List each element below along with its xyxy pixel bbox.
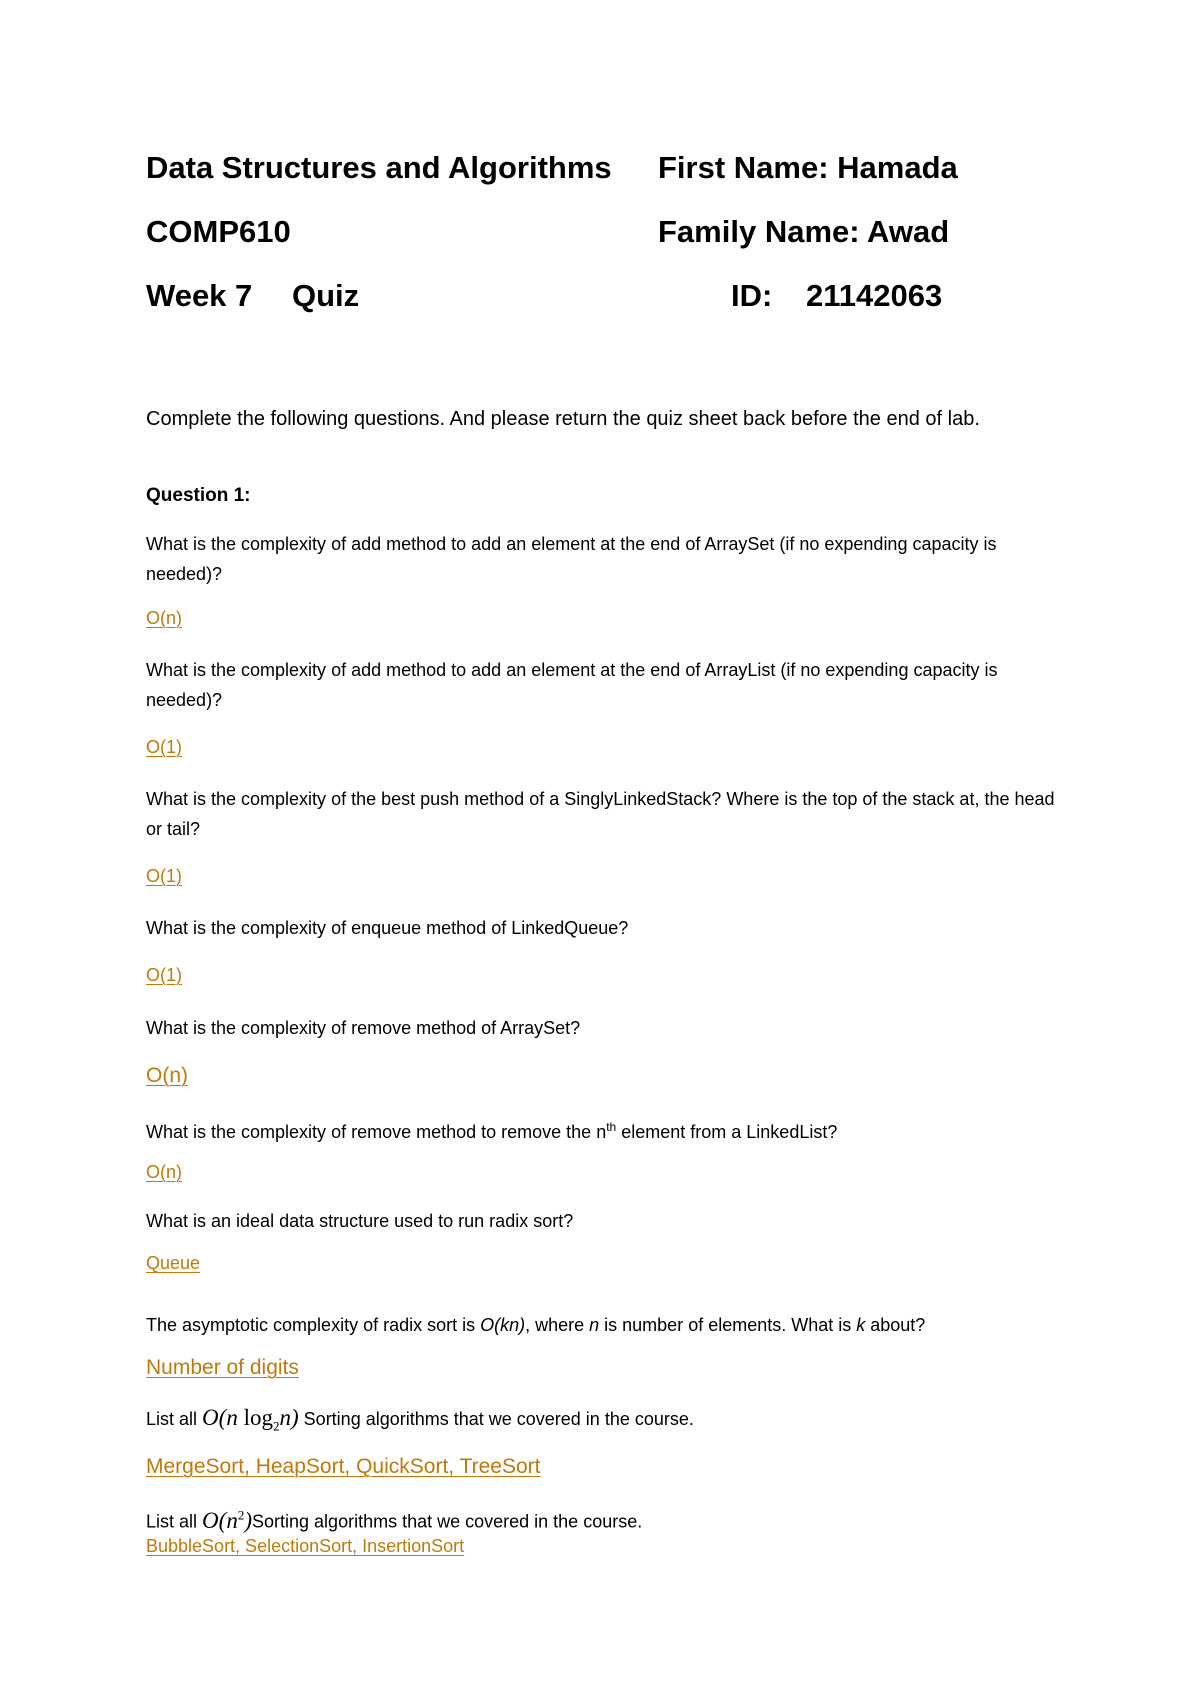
id-label: ID: (731, 278, 773, 313)
question-text-part: k (856, 1315, 866, 1335)
id-value: 21142063 (806, 278, 943, 313)
week-label: Week 7 (146, 278, 253, 313)
question-text (146, 1310, 925, 1340)
answer: Queue (146, 1253, 201, 1273)
family-name: Family Name: Awad (658, 214, 950, 249)
superscript: th (606, 1120, 617, 1134)
question-text-part: The asymptotic complexity of radix sort is (146, 1315, 481, 1335)
first-name: First Name: Hamada (658, 150, 958, 185)
question-text (146, 1403, 694, 1442)
question-text-part: element from a LinkedList? (616, 1122, 838, 1142)
question-text: What is an ideal data structure used to run radix sort? (146, 1211, 574, 1231)
question-text: What is the complexity of remove method of ArraySet? (146, 1018, 581, 1038)
answer: Number of digits (146, 1356, 299, 1379)
answer: BubbleSort, SelectionSort, InsertionSort (146, 1536, 465, 1556)
question-text-part: What is the complexity of remove method to remove the n (146, 1122, 607, 1142)
math-symbol: n (226, 1507, 238, 1533)
answer: O(1) (146, 737, 182, 757)
answer: MergeSort, HeapSort, QuickSort, TreeSort (146, 1455, 541, 1478)
answer: O(n) (146, 1064, 188, 1087)
question-text-part: List all (146, 1511, 198, 1532)
question-text-part: Sorting algorithms that we covered in the course. (303, 1409, 694, 1429)
math-symbol: O (202, 1405, 219, 1430)
question-heading: Question 1: (146, 485, 251, 506)
math-superscript: 2 (237, 1507, 245, 1522)
question-text: What is the complexity of the best push method of a SinglyLinkedStack? Where is the top of the stack at, the head or tail? (146, 789, 1055, 839)
answer: O(n) (146, 608, 182, 628)
question-text: What is the complexity of add method to add an element at the end of ArraySet (if no expending capacity is needed)? (146, 534, 997, 584)
math-formula: $O(n^2)$ (202, 1507, 253, 1533)
answer: O(1) (146, 965, 182, 985)
instructions: Complete the following questions. And please return the quiz sheet back before the end of lab. (146, 408, 980, 430)
question-text-part: about? (865, 1315, 926, 1335)
answer: O(n) (146, 1162, 182, 1182)
question-text-part: List all (146, 1409, 198, 1429)
math-symbol: O (202, 1507, 219, 1533)
math-formula: O(n $\log_2n$) (202, 1405, 299, 1434)
question-text: What is the complexity of add method to add an element at the end of ArrayList (if no expending capacity is needed)? (146, 660, 998, 710)
math-symbol: log (243, 1405, 273, 1430)
quiz-label: Quiz (292, 278, 360, 313)
question-text-part: , where (525, 1315, 590, 1335)
question-text-part: n (589, 1315, 600, 1335)
question-text (146, 1112, 837, 1147)
answer: O(1) (146, 866, 182, 886)
math-symbol: n (279, 1405, 291, 1430)
math-subscript: 2 (272, 1418, 280, 1434)
question-text-part: is number of elements. What is (599, 1315, 857, 1335)
question-text: What is the complexity of enqueue method of LinkedQueue? (146, 918, 629, 938)
question-text-part: Sorting algorithms that we covered in the course. (252, 1511, 643, 1532)
question-text (146, 1500, 642, 1537)
question-text-part: O(kn) (480, 1315, 526, 1335)
math-symbol: n (226, 1405, 238, 1430)
course-title: Data Structures and Algorithms (146, 150, 612, 185)
course-code: COMP610 (146, 214, 291, 249)
